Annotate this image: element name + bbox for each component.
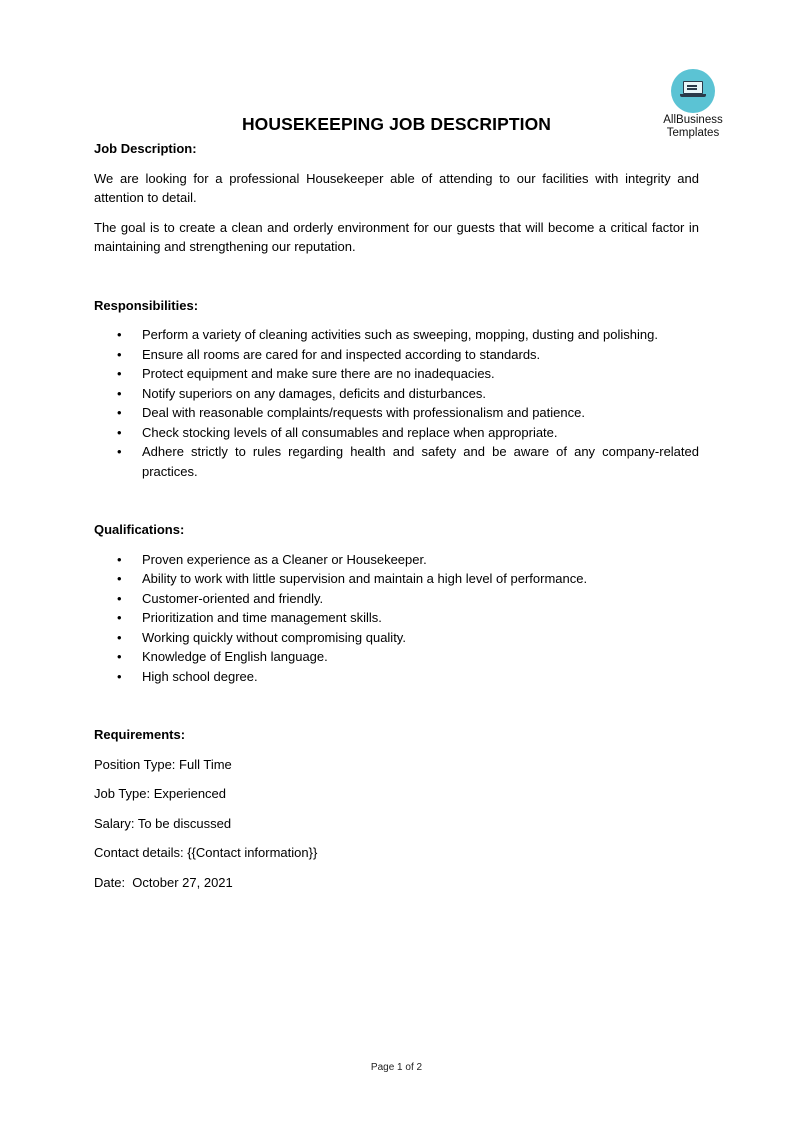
responsibilities-heading: Responsibilities: xyxy=(94,297,199,313)
salary: Salary: To be discussed xyxy=(94,815,232,831)
list-item xyxy=(94,569,699,589)
responsibilities-list xyxy=(94,325,699,481)
laptop-icon xyxy=(683,81,703,94)
contact-details: Contact details: {{Contact information}} xyxy=(94,845,318,860)
document-body xyxy=(94,139,699,892)
job-type: Job Type: Experienced xyxy=(94,786,227,801)
list-item-text: Proven experience as a Cleaner or Housekeeper. xyxy=(142,551,427,567)
bullet-icon: • xyxy=(117,610,122,625)
qualifications-list xyxy=(94,550,699,687)
qualifications-heading: Qualifications: xyxy=(94,522,185,537)
laptop-base-icon xyxy=(680,94,706,97)
list-item xyxy=(94,647,699,667)
bullet-icon: • xyxy=(117,629,122,645)
logo-line2: Templates xyxy=(666,127,720,139)
document-date: Date: October 27, 2021 xyxy=(94,874,233,890)
list-item xyxy=(94,423,699,443)
list-item xyxy=(94,628,699,648)
position-type: Position Type: Full Time xyxy=(94,756,232,772)
job-description-paragraph-1: We are looking for a professional Housekeeper able of attending to our facilities with integrity and attention to detail. xyxy=(94,170,699,205)
bullet-icon: • xyxy=(117,346,122,362)
list-item-text: Adhere strictly to rules regarding health and safety and be aware of any company-related practices. xyxy=(142,444,699,479)
bullet-icon: • xyxy=(117,551,122,567)
bullet-icon: • xyxy=(117,327,122,342)
bullet-icon: • xyxy=(117,649,122,664)
list-item xyxy=(94,667,699,687)
list-item-text: Protect equipment and make sure there are no inadequacies. xyxy=(142,366,495,381)
list-item-text: Deal with reasonable complaints/requests with professionalism and patience. xyxy=(142,405,585,420)
page-number: Page 1 of 2 xyxy=(370,1062,423,1073)
list-item xyxy=(94,550,699,570)
list-item-text: Perform a variety of cleaning activities such as sweeping, mopping, dusting and polishing. xyxy=(142,327,658,342)
list-item xyxy=(94,589,699,609)
bullet-icon: • xyxy=(117,424,122,440)
document-title: HOUSEKEEPING JOB DESCRIPTION xyxy=(241,114,552,134)
bullet-icon: • xyxy=(117,668,122,684)
list-item xyxy=(94,364,699,384)
bullet-icon: • xyxy=(117,590,122,606)
list-item xyxy=(94,608,699,628)
logo-line1: AllBusiness xyxy=(663,114,723,126)
list-item-text: Check stocking levels of all consumables and replace when appropriate. xyxy=(142,424,558,440)
list-item xyxy=(94,442,699,481)
job-description-paragraph-2: The goal is to create a clean and orderly environment for our guests that will become a critical factor in maintaining and strengthening our reputation. xyxy=(94,219,699,254)
bullet-icon: • xyxy=(117,385,122,401)
bullet-icon: • xyxy=(117,571,122,586)
list-item-text: Customer-oriented and friendly. xyxy=(142,590,324,606)
list-item xyxy=(94,345,699,365)
logo-circle xyxy=(671,69,715,113)
list-item-text: Ensure all rooms are cared for and inspected according to standards. xyxy=(142,346,541,362)
list-item xyxy=(94,325,699,345)
bullet-icon: • xyxy=(117,405,122,420)
list-item-text: Ability to work with little supervision and maintain a high level of performance. xyxy=(142,571,588,586)
list-item-text: Working quickly without compromising quality. xyxy=(142,629,406,645)
requirements-heading: Requirements: xyxy=(94,727,186,742)
bullet-icon: • xyxy=(117,444,122,459)
list-item-text: Knowledge of English language. xyxy=(142,649,328,664)
bullet-icon: • xyxy=(117,366,122,381)
list-item-text: Notify superiors on any damages, deficits and disturbances. xyxy=(142,385,486,401)
list-item-text: High school degree. xyxy=(142,668,258,684)
list-item xyxy=(94,384,699,404)
job-description-heading: Job Description: xyxy=(94,141,197,156)
list-item xyxy=(94,403,699,423)
list-item-text: Prioritization and time management skills. xyxy=(142,610,382,625)
